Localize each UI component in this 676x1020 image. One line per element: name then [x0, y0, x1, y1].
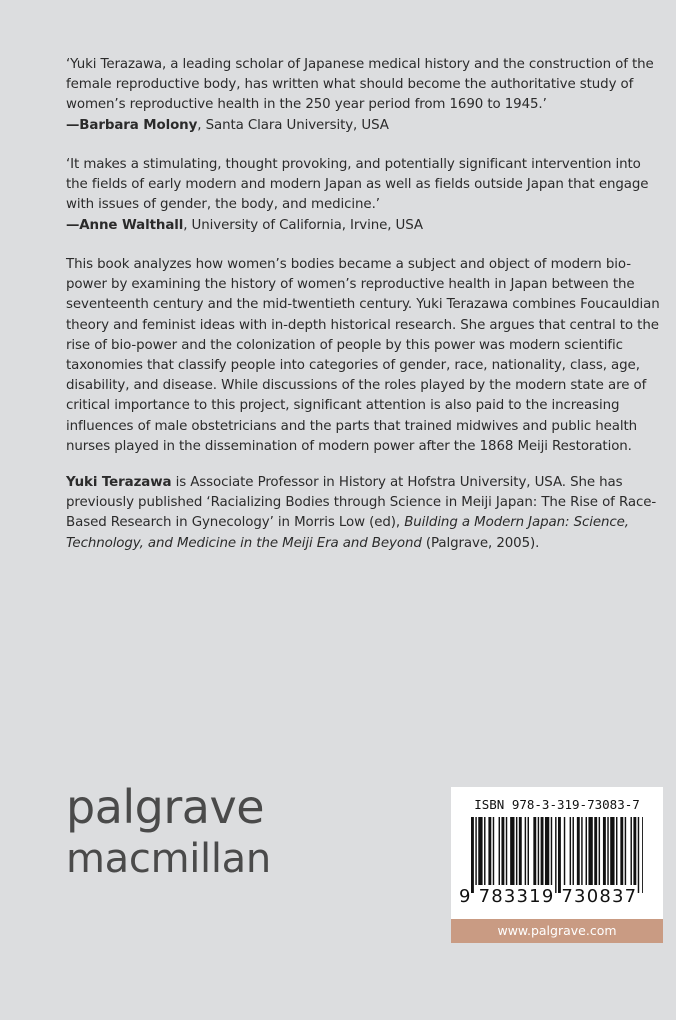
barcode-bar	[478, 817, 482, 885]
quote-attribution	[66, 116, 662, 136]
barcode-bar	[493, 817, 494, 885]
quote-text: ‘It makes a stimulating, thought provoking, and potentially significant intervention into the fields of early modern and modern Japan as well as fields outside Japan that engage with issues of gender, the body, and medicine.’	[66, 157, 649, 213]
quote-affiliation: , University of California, Irvine, USA	[183, 217, 423, 233]
barcode-bar	[516, 817, 517, 885]
barcode-bar	[607, 817, 608, 885]
quote-attribution	[66, 216, 662, 236]
barcode-bar	[594, 817, 597, 885]
barcode-bar	[471, 817, 474, 893]
barcode-bar	[620, 817, 623, 885]
barcode-bar	[528, 817, 529, 885]
bio-text-part1: is Associate Professor in History at Hofstra University, USA. She has previously published ‘Racializing Bodies through Science in Meiji Japan: The Rise of Race-Based Research in Gynecology’ in Morris Low (ed),	[66, 475, 657, 531]
bio-book-title: Building a Modern Japan: Science, Technology, and Medicine in the Meiji Era and Beyond	[66, 515, 629, 551]
barcode-bar	[484, 817, 485, 885]
barcode-bar	[510, 817, 514, 885]
description-text: This book analyzes how women’s bodies became a subject and object of modern bio-power by examining the history of women’s reproductive health in Japan between the seventeenth century and the mid-twentieth century. Yuki Terazawa combines Foucauldian theory and feminist ideas with in-depth historical research. She argues that central to the rise of bio-power and the colonization of people by this power was modern scientific taxonomies that classify people into categories of gender, race, nationality, class, age, disability, and disease. While discussions of the roles played by the modern state are of critical importance to this project, significant attention is also paid to the increasing influences of male obstetricians and the parts that trained midwives and public health nurses played in the dissemination of modern power after the 1868 Meiji Restoration.	[66, 257, 660, 454]
barcode-bar	[577, 817, 580, 885]
barcode-bar	[525, 817, 526, 885]
barcode-bar	[586, 817, 587, 885]
barcode-box	[451, 787, 663, 943]
publisher-logo-line2: macmillan	[66, 836, 271, 882]
barcode-bar	[564, 817, 565, 885]
barcode-bar	[506, 817, 507, 885]
barcode-bar	[558, 817, 561, 893]
barcode-bar	[625, 817, 626, 885]
publisher-logo-line1: palgrave	[66, 780, 264, 834]
quote-affiliation: , Santa Clara University, USA	[197, 117, 389, 133]
publisher-url: www.palgrave.com	[451, 919, 663, 943]
barcode-bar	[551, 817, 552, 885]
quote-block-2	[66, 155, 662, 236]
isbn-label: ISBN 978-3-319-73083-7	[474, 797, 640, 812]
barcode-bar	[631, 817, 632, 885]
barcode-bar	[642, 817, 643, 893]
barcode-bar	[610, 817, 614, 885]
barcode-bar	[570, 817, 571, 885]
quote-block-1	[66, 55, 662, 136]
barcode-bar	[633, 817, 636, 885]
isbn-digits: 9 783319 730837	[459, 886, 638, 907]
quote-author: —Barbara Molony	[66, 117, 198, 133]
barcode-bar	[555, 817, 556, 893]
barcode-bar	[475, 817, 476, 885]
barcode-bar	[545, 817, 549, 885]
barcode-bar	[616, 817, 617, 885]
barcode-bar	[541, 817, 544, 885]
quote-text: ‘Yuki Terazawa, a leading scholar of Japanese medical history and the construction of the female reproductive body, has written what should become the authoritative study of women’s reproductive health in the 250 year period from 1690 to 1945.’	[66, 57, 654, 113]
barcode-bar	[573, 817, 574, 885]
barcode-bar	[538, 817, 539, 885]
bio-name: Yuki Terazawa	[66, 475, 172, 490]
publisher-logo	[66, 782, 271, 882]
barcode-bar	[533, 817, 536, 885]
barcode-bar	[599, 817, 600, 885]
barcode-bar	[519, 817, 522, 885]
book-description	[66, 255, 662, 457]
bio-text	[66, 473, 662, 554]
barcode-bar	[638, 817, 639, 893]
barcode-bar	[501, 817, 504, 885]
barcode-bar	[581, 817, 582, 885]
author-bio	[66, 473, 662, 554]
barcode-bar	[488, 817, 491, 885]
barcode-bars	[471, 817, 643, 893]
barcode-bar	[499, 817, 500, 885]
barcode-bar	[603, 817, 606, 885]
barcode-bar	[588, 817, 592, 885]
quote-author: —Anne Walthall	[66, 217, 184, 233]
bio-text-part2: (Palgrave, 2005).	[421, 535, 540, 551]
